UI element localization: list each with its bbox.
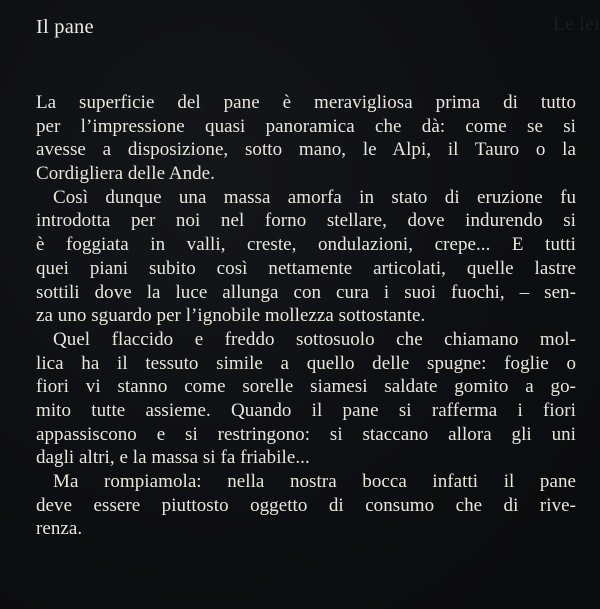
- text-line: Così dunque una massa amorfa in stato di eruzione fu: [53, 186, 576, 208]
- text-line: za uno sguardo per l’ignobile mollezza sottostante.: [36, 305, 426, 327]
- text-line: sottili dove la luce allunga con cura i suoi fuochi, – sen-: [36, 281, 576, 303]
- page-title: Il pane: [36, 16, 94, 38]
- bleed-through-title: Le lei: [553, 14, 600, 35]
- text-line: quei piani subito così nettamente articolati, quelle lastre: [36, 257, 576, 279]
- text-line: introdotta per noi nel forno stellare, dove indurendo si: [36, 210, 576, 232]
- text-line: per l’impressione quasi panoramica che dà: come se si: [36, 115, 576, 137]
- text-line: Ma rompiamola: nella nostra bocca infatti il pane: [53, 471, 576, 492]
- text-line: avesse a disposizione, sotto mano, le Alpi, il Tauro o la: [36, 139, 576, 161]
- text-line: La superficie del pane è meravigliosa prima di tutto: [36, 92, 576, 113]
- text-line: renza.: [36, 518, 83, 540]
- text-line: è foggiata in valli, creste, ondulazioni, crepe... E tutti: [36, 234, 576, 256]
- text-line: fiori vi stanno come sorelle siamesi saldate gomito a go-: [36, 376, 576, 398]
- text-line: Quel flaccido e freddo sottosuolo che chiamano mol-: [53, 328, 576, 350]
- text-line: deve essere piuttosto oggetto di consumo che di rive-: [36, 494, 576, 516]
- text-line: lica ha il tessuto simile a quello delle spugne: foglie o: [36, 352, 576, 374]
- text-line: dagli altri, e la massa si fa friabile...: [36, 447, 310, 469]
- text-line: Cordigliera delle Ande.: [36, 163, 215, 185]
- body-text: [36, 91, 576, 541]
- text-line: mito tutte assieme. Quando il pane si rafferma i fiori: [36, 399, 576, 421]
- text-line: appassiscono e si restringono: si staccano allora gli uni: [36, 423, 576, 445]
